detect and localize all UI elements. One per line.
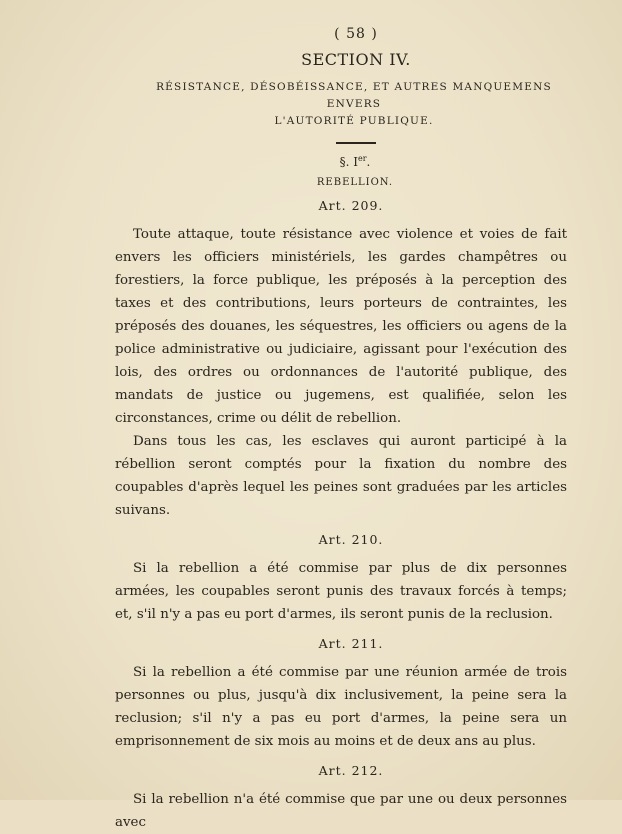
article-212-paragraph-1: Si la rebellion n'a été commise que par une ou deux personnes avec [115,792,567,830]
section-title: SECTION IV. [301,50,411,69]
page-content [115,26,567,834]
article-211-paragraph-1: Si la rebellion a été commise par une réunion armée de trois personnes ou plus, jusqu'à dix inclusivement, la peine sera la reclusion; s'il n'y a pas eu port d'armes, la peine sera un emprisonnement de six mois au moins et de deux ans au plus. [115,665,567,749]
article-209-heading: Art. 209. [318,198,384,213]
section-subtitle-line-1: RÉSISTANCE, DÉSOBÉISSANCE, ET AUTRES MANQUEMENS ENVERS [156,81,552,110]
paragraph-mark-superscript: er [357,154,367,163]
article-212-heading: Art. 212. [318,763,384,778]
article-210-heading: Art. 210. [318,532,384,547]
article-209-paragraph-1: Toute attaque, toute résistance avec violence et voies de fait envers les officiers ministériels, les gardes champêtres ou forestiers, la force publique, les préposés à la perception des taxes et des contributions, leurs porteurs de contraintes, les préposés des douanes, les séquestres, les officiers ou agens de la police administrative ou judiciaire, agissant pour l'exécution des lois, des ordres ou ordonnances de l'autorité publique, des mandats de justice ou jugemens, est qualifiée, selon les circonstances, crime ou délit de rebellion. [115,227,567,426]
subsection-title: REBELLION. [316,177,394,188]
page-number: ( 58 ) [334,26,378,42]
article-211-heading: Art. 211. [318,636,384,651]
article-209-paragraph-2: Dans tous les cas, les esclaves qui auront participé à la rébellion seront comptés pour la fixation du nombre des coupables d'après lequel les peines sont graduées par les articles suivans. [115,434,567,518]
section-subtitle-line-2: L'AUTORITÉ PUBLIQUE. [274,115,434,127]
article-210-paragraph-1: Si la rebellion a été commise par plus de dix personnes armées, les coupables seront punis des travaux forcés à temps; et, s'il n'y a pas eu port d'armes, ils seront punis de la reclusion. [115,561,567,622]
paragraph-mark: §. Ier. [339,154,371,169]
section-subtitle [115,79,567,130]
divider-rule [336,142,376,144]
paragraph-mark-text: §. I [339,155,358,169]
